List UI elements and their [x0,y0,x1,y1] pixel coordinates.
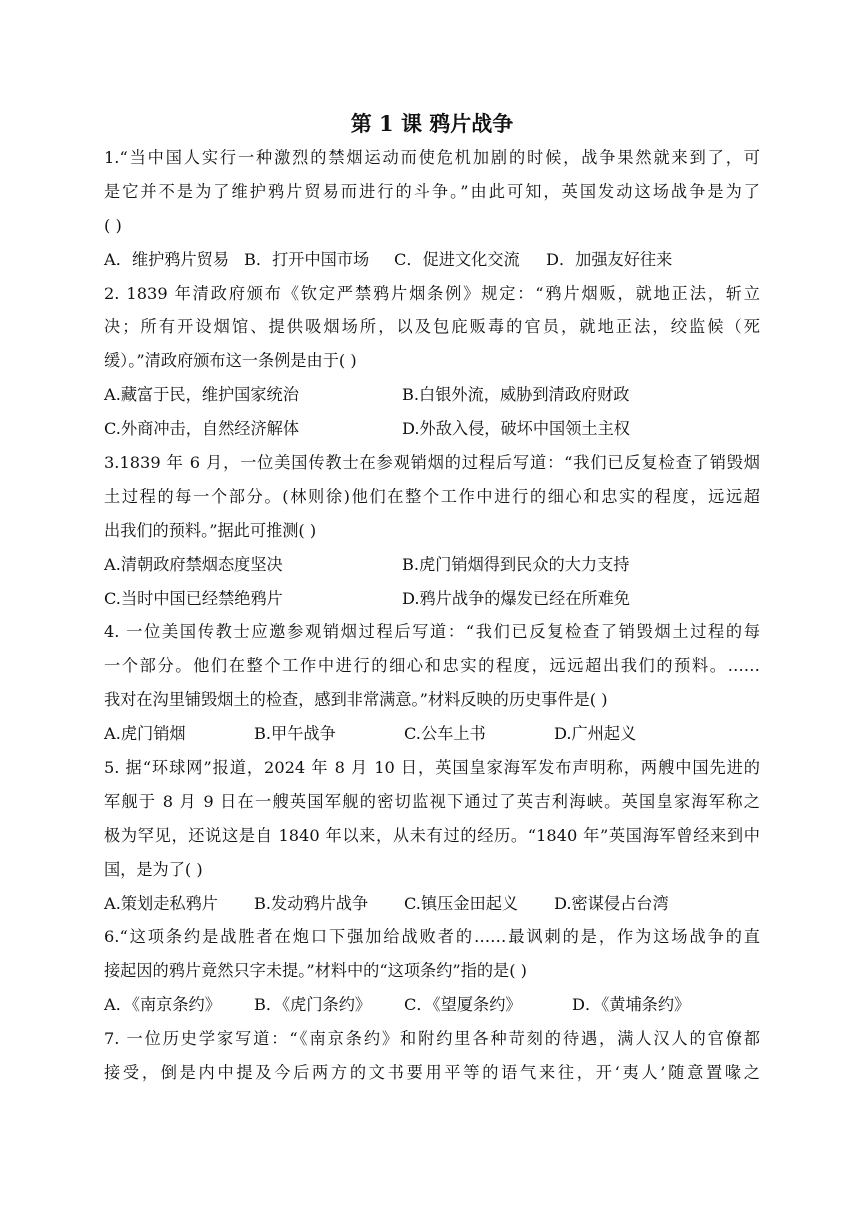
question-5-text: 5. 据“环球网”报道，2024 年 8 月 10 日，英国皇家海军发布声明称，两艘中国先进的 [104,758,760,778]
option-c: C.镇压金田起义 [404,893,519,913]
question-2-options [104,378,760,412]
option-d: D.密谋侵占台湾 [554,893,669,913]
question-1-text: 是它并不是为了维护鸦片贸易而进行的斗争。”由此可知，英国发动这场战争是为了 [104,181,760,201]
option-a: A．维护鸦片贸易 [104,249,230,269]
option-b: B.虎门销烟得到民众的大力支持 [402,554,630,574]
option-d: D．加强友好往来 [546,249,673,269]
option-c: C.外商冲击，自然经济解体 [104,419,300,439]
option-d: D.鸦片战争的爆发已经在所难免 [402,588,630,608]
option-a: A.清朝政府禁烟态度坚决 [104,554,283,574]
option-b: B．打开中国市场 [244,249,370,269]
question-3-options [104,582,760,616]
option-a: A.虎门销烟 [104,724,186,744]
question-3-options [104,548,760,582]
question-6-options [104,988,760,1022]
question-2-text: 决；所有开设烟馆、提供吸烟场所，以及包庇贩毒的官员，就地正法，绞监候（死 [104,317,760,337]
question-1-text: ( ) [104,215,122,235]
option-a: A.藏富于民，维护国家统治 [104,385,299,405]
option-b: B.白银外流，威胁到清政府财政 [402,385,630,405]
question-7-text: 接受，倒是内中提及今后两方的文书要用平等的语气来往，开‘夷人’随意置喙之 [104,1063,760,1083]
option-b: B.甲午战争 [254,724,336,744]
option-b: B.发动鸦片战争 [254,893,369,913]
option-a: A.策划走私鸦片 [104,893,218,913]
question-4 [104,615,760,751]
question-1 [104,141,760,277]
question-5-options [104,887,760,921]
question-5-text: 国，是为了( ) [104,859,203,879]
question-4-text: 一个部分。他们在整个工作中进行的细心和忠实的程度，远远超出我们的预料。…… [104,656,760,676]
question-2-text: 缓）。”清政府颁布这一条例是由于( ) [104,351,357,371]
page-title: 第 1 课 鸦片战争 [350,111,514,136]
option-d: D.外敌入侵，破坏中国领土主权 [402,419,630,439]
option-c: C.当时中国已经禁绝鸦片 [104,588,283,608]
option-d: D．《黄埔条约》 [572,995,691,1015]
question-3-text: 土过程的每一个部分。(林则徐)他们在整个工作中进行的细心和忠实的程度，远远超 [104,486,760,506]
question-5-text: 军舰于 8 月 9 日在一艘英国军舰的密切监视下通过了英吉利海峡。英国皇家海军称之 [104,791,760,811]
question-2-options [104,412,760,446]
question-2-text: 2. 1839 年清政府颁布《钦定严禁鸦片烟条例》规定：“鸦片烟贩，就地正法，斩立 [104,283,760,303]
question-4-text: 我对在沟里铺毁烟土的检查，感到非常满意。”材料反映的历史事件是( ) [104,690,608,710]
question-4-options [104,717,760,751]
question-3 [104,446,760,615]
option-c: C.公车上书 [404,724,486,744]
question-1-options [104,243,760,277]
option-c: C．促进文化交流 [394,249,520,269]
question-2 [104,277,760,446]
question-6-text: 接起因的鸦片竟然只字未提。”材料中的“这项条约”指的是( ) [104,961,528,981]
question-3-text: 出我们的预料。”据此可推测( ) [104,520,317,540]
question-6 [104,920,760,1022]
question-7 [104,1022,760,1090]
question-6-text: 6.“这项条约是战胜者在炮口下强加给战败者的……最讽刺的是，作为这场战争的直 [104,927,760,947]
question-5 [104,751,760,920]
question-3-text: 3.1839 年 6 月，一位美国传教士在参观销烟的过程后写道：“我们已反复检查了销毁烟 [104,453,760,473]
option-b: B．《虎门条约》 [254,995,372,1015]
question-7-text: 7. 一位历史学家写道：“《南京条约》和附约里各种苛刻的待遇，满人汉人的官僚都 [104,1029,760,1049]
question-5-text: 极为罕见，还说这是自 1840 年以来，从未有过的经历。“1840 年”英国海军曾经来到中 [104,825,760,845]
option-c: C．《望厦条约》 [404,995,522,1015]
question-4-text: 4. 一位美国传教士应邀参观销烟过程后写道：“我们已反复检查了销毁烟土过程的每 [104,622,760,642]
question-1-text: 1.“当中国人实行一种激烈的禁烟运动而使危机加剧的时候，战争果然就来到了，可 [104,148,760,167]
option-d: D.广州起义 [554,724,637,744]
option-a: A．《南京条约》 [104,995,221,1015]
document-page [104,108,760,1090]
